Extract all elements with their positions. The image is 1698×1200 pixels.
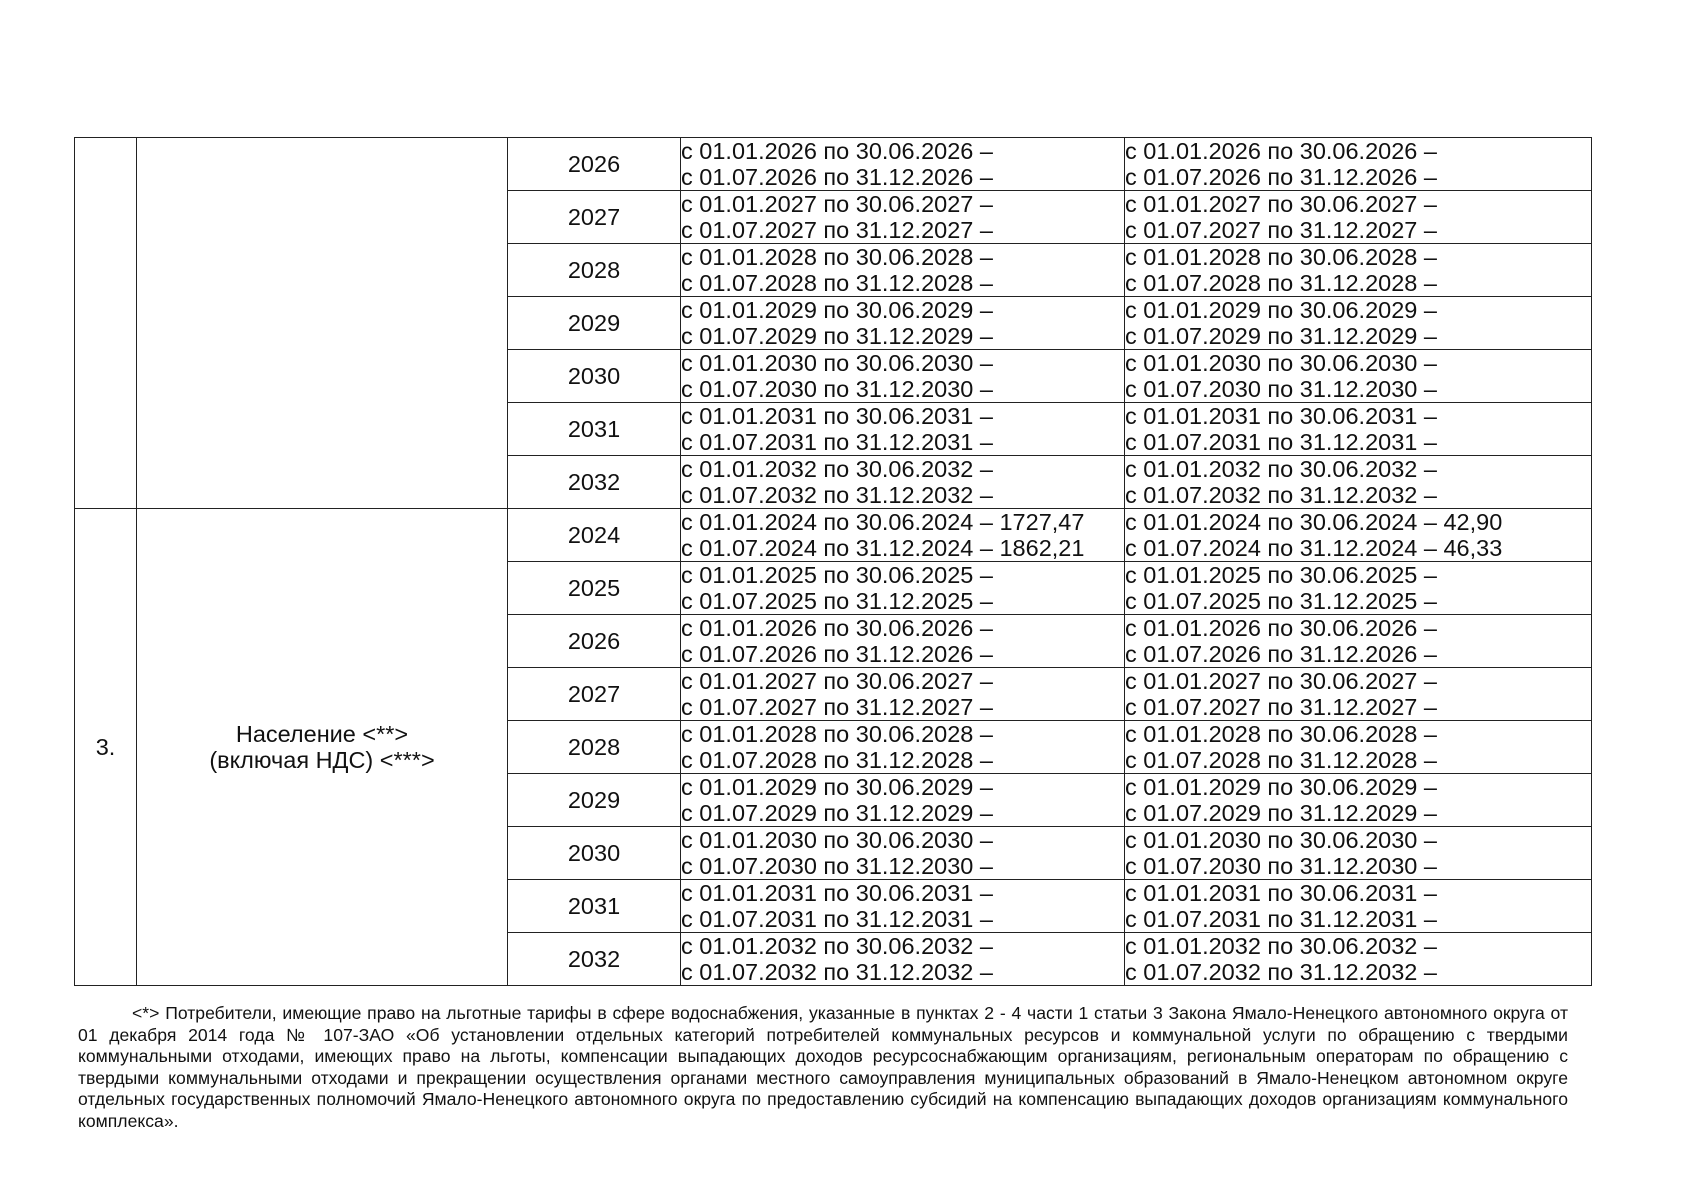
period-line: с 01.07.2024 по 31.12.2024 – 1862,21 [681, 535, 1085, 561]
tariff-period-cell-2 [1125, 509, 1592, 562]
period-line: с 01.01.2031 по 30.06.2031 – [1125, 880, 1437, 906]
tariff-period-cell [681, 509, 1125, 562]
tariff-period-cell [681, 562, 1125, 615]
period-line: с 01.01.2030 по 30.06.2030 – [681, 827, 993, 853]
year-cell: 2024 [508, 509, 681, 562]
period-line: с 01.01.2026 по 30.06.2026 – [681, 615, 993, 641]
period-line: с 01.07.2027 по 31.12.2027 – [681, 217, 993, 243]
year-cell: 2032 [508, 933, 681, 986]
period-line: с 01.01.2030 по 30.06.2030 – [1125, 350, 1437, 376]
period-line: с 01.01.2026 по 30.06.2026 – [1125, 615, 1437, 641]
tariff-period-cell-2 [1125, 244, 1592, 297]
footnote [78, 1003, 1568, 1132]
tariff-period-cell [681, 827, 1125, 880]
period-line: с 01.07.2024 по 31.12.2024 – 46,33 [1125, 535, 1503, 561]
period-line: с 01.01.2027 по 30.06.2027 – [1125, 668, 1437, 694]
period-line: с 01.07.2032 по 31.12.2032 – [1125, 482, 1437, 508]
table-row [75, 138, 1592, 191]
period-line: с 01.01.2028 по 30.06.2028 – [1125, 721, 1437, 747]
year-cell: 2030 [508, 350, 681, 403]
year-cell: 2026 [508, 615, 681, 668]
period-line: с 01.01.2025 по 30.06.2025 – [681, 562, 993, 588]
period-line: с 01.07.2029 по 31.12.2029 – [681, 800, 993, 826]
period-line: с 01.07.2029 по 31.12.2029 – [1125, 800, 1437, 826]
tariff-period-cell-2 [1125, 403, 1592, 456]
tariff-period-cell-2 [1125, 191, 1592, 244]
period-line: с 01.01.2029 по 30.06.2029 – [1125, 297, 1437, 323]
tariff-table [74, 137, 1592, 986]
tariff-period-cell-2 [1125, 668, 1592, 721]
period-line: с 01.01.2030 по 30.06.2030 – [1125, 827, 1437, 853]
year-cell: 2025 [508, 562, 681, 615]
period-line: с 01.07.2032 по 31.12.2032 – [681, 959, 993, 985]
period-line: с 01.01.2024 по 30.06.2024 – 42,90 [1125, 509, 1503, 535]
period-line: с 01.01.2031 по 30.06.2031 – [1125, 403, 1437, 429]
year-cell: 2028 [508, 244, 681, 297]
tariff-period-cell-2 [1125, 562, 1592, 615]
period-line: с 01.07.2028 по 31.12.2028 – [1125, 270, 1437, 296]
year-cell: 2027 [508, 191, 681, 244]
period-line: с 01.07.2027 по 31.12.2027 – [1125, 217, 1437, 243]
period-line: с 01.07.2031 по 31.12.2031 – [1125, 429, 1437, 455]
tariff-period-cell [681, 191, 1125, 244]
year-cell: 2032 [508, 456, 681, 509]
year-cell: 2027 [508, 668, 681, 721]
period-line: с 01.01.2026 по 30.06.2026 – [1125, 138, 1437, 164]
consumer-group-line: (включая НДС) <***> [209, 747, 435, 773]
table-row [75, 509, 1592, 562]
period-line: с 01.07.2028 по 31.12.2028 – [681, 747, 993, 773]
period-line: с 01.07.2026 по 31.12.2026 – [1125, 641, 1437, 667]
period-line: с 01.01.2029 по 30.06.2029 – [1125, 774, 1437, 800]
tariff-period-cell [681, 244, 1125, 297]
tariff-period-cell [681, 615, 1125, 668]
period-line: с 01.07.2027 по 31.12.2027 – [681, 694, 993, 720]
period-line: с 01.07.2032 по 31.12.2032 – [1125, 959, 1437, 985]
period-line: с 01.07.2030 по 31.12.2030 – [681, 376, 993, 402]
tariff-period-cell-2 [1125, 880, 1592, 933]
period-line: с 01.01.2026 по 30.06.2026 – [681, 138, 993, 164]
period-line: с 01.07.2028 по 31.12.2028 – [1125, 747, 1437, 773]
period-line: с 01.07.2029 по 31.12.2029 – [1125, 323, 1437, 349]
period-line: с 01.01.2027 по 30.06.2027 – [681, 191, 993, 217]
period-line: с 01.01.2028 по 30.06.2028 – [681, 721, 993, 747]
period-line: с 01.07.2028 по 31.12.2028 – [681, 270, 993, 296]
period-line: с 01.07.2029 по 31.12.2029 – [681, 323, 993, 349]
period-line: с 01.01.2030 по 30.06.2030 – [681, 350, 993, 376]
tariff-period-cell [681, 721, 1125, 774]
tariff-period-cell [681, 933, 1125, 986]
tariff-period-cell-2 [1125, 350, 1592, 403]
period-line: с 01.07.2026 по 31.12.2026 – [681, 641, 993, 667]
period-line: с 01.01.2025 по 30.06.2025 – [1125, 562, 1437, 588]
tariff-period-cell [681, 774, 1125, 827]
row-number-cell [75, 138, 137, 509]
consumer-group-cell [137, 138, 508, 509]
period-line: с 01.01.2028 по 30.06.2028 – [1125, 244, 1437, 270]
period-line: с 01.07.2031 по 31.12.2031 – [681, 429, 993, 455]
tariff-period-cell-2 [1125, 297, 1592, 350]
tariff-period-cell [681, 403, 1125, 456]
period-line: с 01.07.2025 по 31.12.2025 – [681, 588, 993, 614]
consumer-group-line: Население <**> [235, 721, 409, 747]
period-line: с 01.01.2032 по 30.06.2032 – [1125, 933, 1437, 959]
period-line: с 01.07.2026 по 31.12.2026 – [1125, 164, 1437, 190]
period-line: с 01.07.2030 по 31.12.2030 – [1125, 376, 1437, 402]
period-line: с 01.07.2031 по 31.12.2031 – [1125, 906, 1437, 932]
year-cell: 2026 [508, 138, 681, 191]
period-line: с 01.01.2031 по 30.06.2031 – [681, 403, 993, 429]
tariff-period-cell [681, 297, 1125, 350]
year-cell: 2030 [508, 827, 681, 880]
period-line: с 01.01.2031 по 30.06.2031 – [681, 880, 993, 906]
period-line: с 01.01.2029 по 30.06.2029 – [681, 297, 993, 323]
period-line: с 01.07.2032 по 31.12.2032 – [681, 482, 993, 508]
period-line: с 01.01.2032 по 30.06.2032 – [681, 933, 993, 959]
tariff-period-cell-2 [1125, 456, 1592, 509]
tariff-period-cell-2 [1125, 827, 1592, 880]
tariff-period-cell [681, 880, 1125, 933]
year-cell: 2029 [508, 297, 681, 350]
period-line: с 01.07.2025 по 31.12.2025 – [1125, 588, 1437, 614]
year-cell: 2029 [508, 774, 681, 827]
period-line: с 01.01.2032 по 30.06.2032 – [681, 456, 993, 482]
period-line: с 01.01.2027 по 30.06.2027 – [1125, 191, 1437, 217]
footnote-text: <*> Потребители, имеющие право на льготные тарифы в сфере водоснабжения, указанные в пунктах 2 - 4 части 1 статьи 3 Закона Ямало-Ненецкого автономного округа от 01 декабря 2014 года № 107-ЗАО «Об установлении отдельных категорий потребителей коммунальных ресурсов и коммунальной услуги по обращению с твердыми коммунальными отходами, имеющих право на льготы, компенсации выпадающих доходов ресурсоснабжающим организациям, региональным операторам по обращению с твердыми коммунальными отходами и прекращении осуществления органами местного самоуправления муниципальных образований в Ямало-Ненецком автономном округе отдельных государственных полномочий Ямало-Ненецкого автономного округа по предоставлению субсидий на компенсацию выпадающих доходов организациям коммунального комплекса». [78, 1003, 1568, 1131]
tariff-table-body [75, 138, 1592, 986]
tariff-period-cell [681, 350, 1125, 403]
period-line: с 01.01.2029 по 30.06.2029 – [681, 774, 993, 800]
tariff-period-cell [681, 456, 1125, 509]
period-line: с 01.01.2027 по 30.06.2027 – [681, 668, 993, 694]
tariff-period-cell-2 [1125, 721, 1592, 774]
period-line: с 01.01.2024 по 30.06.2024 – 1727,47 [681, 509, 1085, 535]
tariff-period-cell [681, 668, 1125, 721]
year-cell: 2031 [508, 880, 681, 933]
row-number-cell: 3. [75, 509, 137, 986]
period-line: с 01.07.2027 по 31.12.2027 – [1125, 694, 1437, 720]
tariff-period-cell [681, 138, 1125, 191]
period-line: с 01.07.2026 по 31.12.2026 – [681, 164, 993, 190]
period-line: с 01.07.2030 по 31.12.2030 – [1125, 853, 1437, 879]
tariff-period-cell-2 [1125, 933, 1592, 986]
year-cell: 2031 [508, 403, 681, 456]
period-line: с 01.07.2031 по 31.12.2031 – [681, 906, 993, 932]
period-line: с 01.07.2030 по 31.12.2030 – [681, 853, 993, 879]
tariff-period-cell-2 [1125, 774, 1592, 827]
year-cell: 2028 [508, 721, 681, 774]
period-line: с 01.01.2032 по 30.06.2032 – [1125, 456, 1437, 482]
period-line: с 01.01.2028 по 30.06.2028 – [681, 244, 993, 270]
tariff-period-cell-2 [1125, 138, 1592, 191]
consumer-group-cell [137, 509, 508, 986]
tariff-period-cell-2 [1125, 615, 1592, 668]
